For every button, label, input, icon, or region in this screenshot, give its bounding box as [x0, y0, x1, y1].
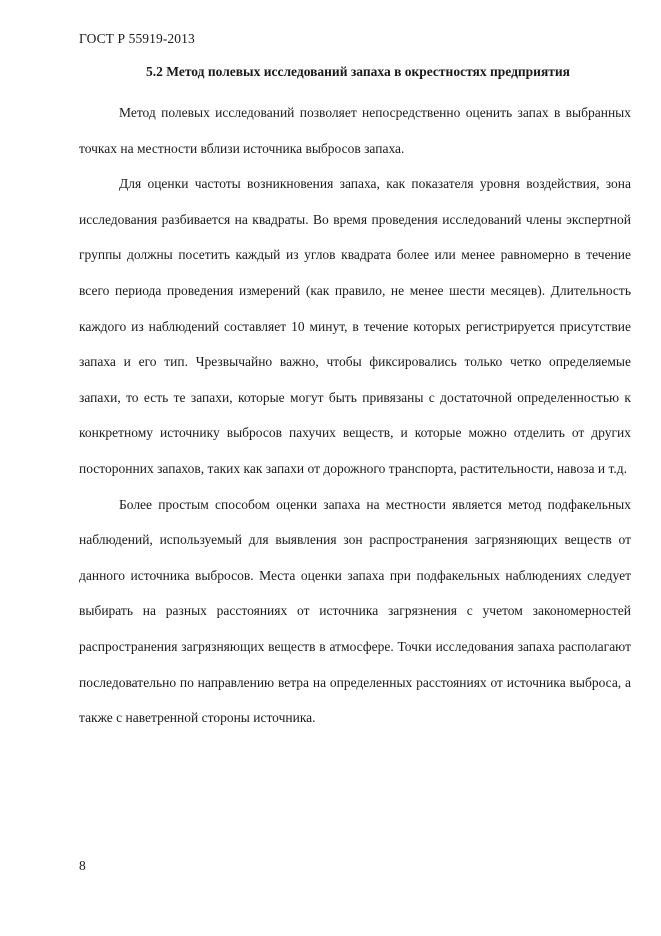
paragraph-intro: Метод полевых исследований позволяет непосредственно оценить запах в выбранных точках на местности вблизи источника выбросов запаха.	[79, 105, 631, 156]
body-text	[79, 95, 631, 736]
paragraph-plume-observation: Более простым способом оценки запаха на местности является метод подфакельных наблюдений, используемый для выявления зон распространения загрязняющих веществ от данного источника выбросов. Места оценки запаха при подфакельных наблюдениях следует выбирать на разных расстояниях от источника загрязнения с учетом закономерностей распространения загрязняющих веществ в атмосфере. Точки исследования запаха располагают последовательно по направлению ветра на определенных расстояниях от источника выброса, а также с наветренной стороны источника.	[79, 496, 631, 726]
document-header-code: ГОСТ Р 55919-2013	[79, 31, 195, 46]
page-number: 8	[79, 858, 86, 873]
section-title: 5.2 Метод полевых исследований запаха в окрестностях предприятия	[146, 64, 570, 79]
paragraph-frequency-assessment: Для оценки частоты возникновения запаха, как показателя уровня воздействия, зона исследования разбивается на квадраты. Во время проведения исследований члены экспертной группы должны посетить каждый из углов квадрата более или менее равномерно в течение всего периода проведения измерений (как правило, не менее шести месяцев). Длительность каждого из наблюдений составляет 10 минут, в течение которых регистрируется присутствие запаха и его тип. Чрезвычайно важно, чтобы фиксировались только четко определяемые запахи, то есть те запахи, которые могут быть привязаны с достаточной определенностью к конкретному источнику выбросов пахучих веществ, и которые можно отделить от других посторонних запахов, таких как запахи от дорожного транспорта, растительности, навоза и т.д.	[79, 176, 631, 476]
